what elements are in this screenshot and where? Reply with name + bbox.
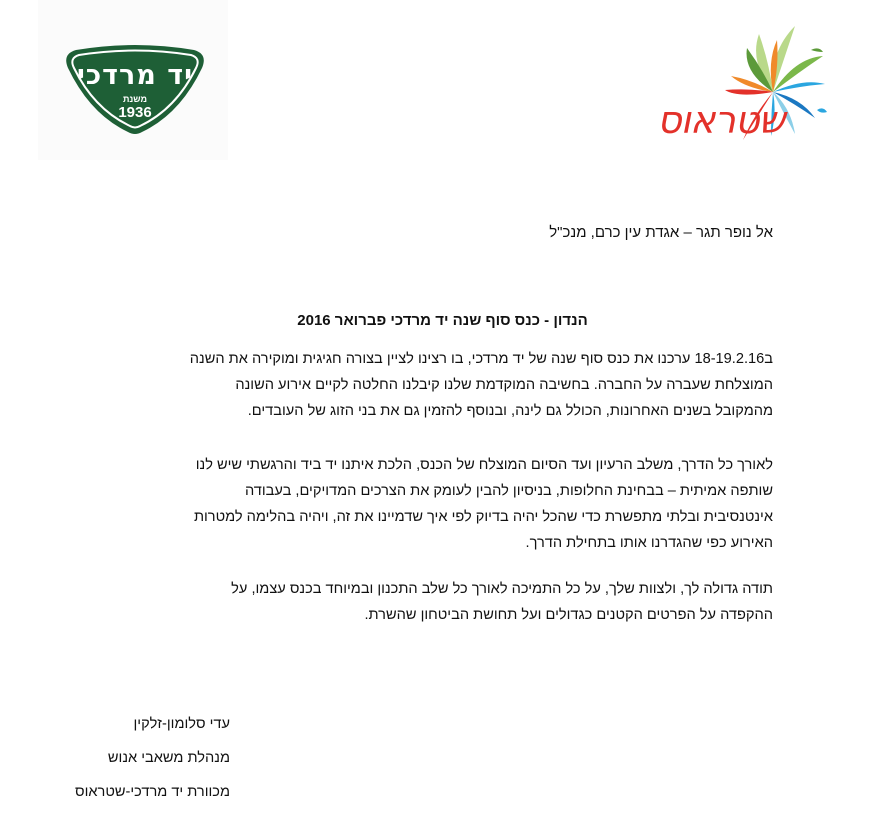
yad-mordechai-since-label: משנת [122,94,148,104]
paragraph-line: אינטנסיבית ובלתי מתפשרת כדי שהכל יהיה בדיוק לפי איך שדמיינו את זה, ויהיה בהלימה למטרות [193,509,773,525]
letter-paragraph-1 [128,346,773,424]
letter-paragraph-2 [128,452,773,556]
paragraph-line: תודה גדולה לך, ולצוות שלך, על כל התמיכה לאורך כל שלב התכנון ובמיוחד בכנס עצמו, על [231,581,773,597]
letter-paragraph-3 [128,576,773,628]
yad-mordechai-year: 1936 [118,104,152,121]
letter-subject-text: הנדון - כנס סוף שנה יד מרדכי פברואר 2016 [297,312,588,329]
signature-company: מכוורת יד מרדכי-שטראוס [75,784,230,800]
signature-name: עדי סלומון-זלקין [133,716,230,732]
paragraph-line: מהמקובל בשנים האחרונות, הכולל גם לינה, ובנוסף להזמין גם את בני הזוג של העובדים. [247,403,773,419]
strauss-logo [655,14,835,144]
strauss-wordmark: שטראוס [657,98,785,142]
yad-mordechai-title: יד מרדכי [76,60,194,91]
paragraph-line: שותפה אמיתית – בבחינת החלופות, בניסיון להבין לעומק את הצרכים המדויקים, בעבודה [244,483,773,499]
paragraph-line: האירוע כפי שהגדרנו אותו בתחילת הדרך. [525,535,773,551]
paragraph-line: ב18-19.2.16 ערכנו את כנס סוף שנה של יד מרדכי, בו רצינו לציין בצורה חגיגית ומוקירה את השנה [189,351,773,367]
paragraph-line: לאורך כל הדרך, משלב הרעיון ועד הסיום המוצלח של הכנס, הלכת איתנו יד ביד והרגשתי שיש לנו [195,457,773,473]
paragraph-line: ההקפדה על הפרטים הקטנים כגדולים ועל תחושת הביטחון שהשרת. [364,607,773,623]
yad-mordechai-logo [62,44,208,136]
signature-title: מנהלת משאבי אנוש [107,750,230,766]
paragraph-line: המוצלחת שעברה על החברה. בחשיבה המוקדמת שלנו קיבלנו החלטה לקיים אירוע השונה [235,377,773,393]
letter-recipient: אל נופר תגר – אגדת עין כרם, מנכ"ל [549,224,773,241]
letter-subject [128,312,773,329]
